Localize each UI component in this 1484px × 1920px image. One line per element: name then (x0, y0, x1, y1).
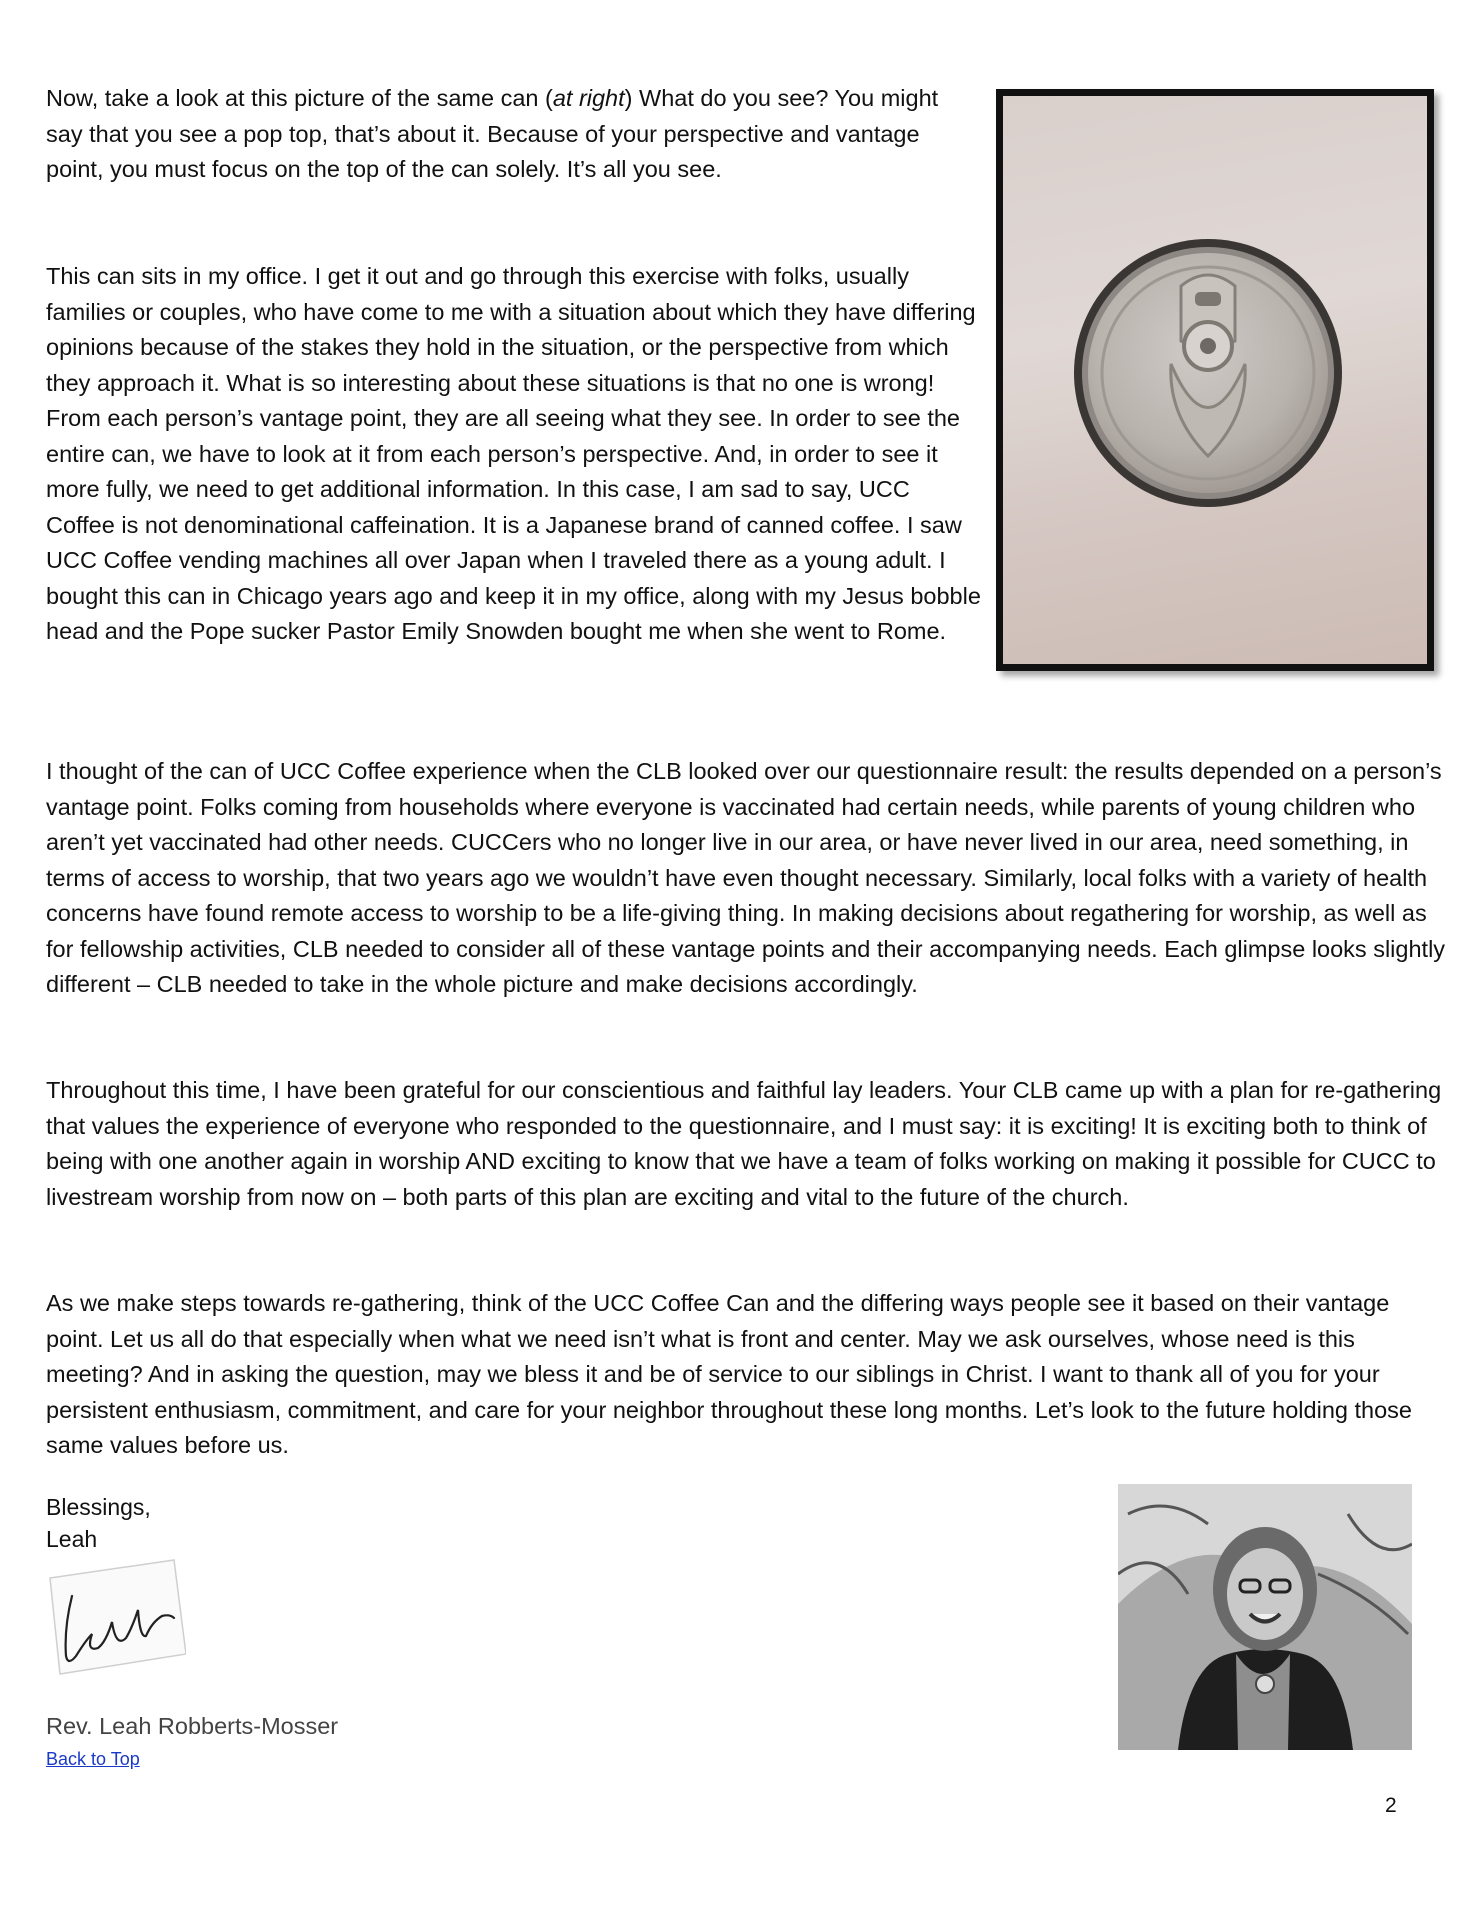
can-top-illustration (1003, 96, 1427, 664)
paragraph-lay-leaders: Throughout this time, I have been grateful for our conscientious and faithful lay leaders. Your CLB came up with a plan for re-gathering that values the experience of everyone who responded to the questionnaire, and I must say: it is exciting! It is exciting both to think of being with one another again in worship AND exciting to know that we have a team of folks working on making it possible for CUCC to livestream worship from now on – both parts of this plan are exciting and vital to the future of the church. (46, 1077, 1442, 1210)
page-number: 2 (1385, 1794, 1397, 1817)
paragraph-regathering: As we make steps towards re-gathering, think of the UCC Coffee Can and the differing ways people see it based on their vantage point. Let us all do that especially when what we need isn’t what is front and center. May we ask ourselves, whose need is this meeting? And in asking the question, may we bless it and be of service to our siblings in Christ. I want to thank all of you for your persistent enthusiasm, commitment, and care for your neighbor throughout these long months. Let’s look to the future holding those same values before us. (46, 1290, 1412, 1458)
closing-salutation: Blessings, (46, 1494, 151, 1520)
pastor-name: Rev. Leah Robberts-Mosser (46, 1713, 339, 1739)
intro-suffix: ) What do you see? You might say that you see a pop top, that’s about it. Because of your perspective and vantage point, you must focus on the top of the can solely. It’s all you see. (46, 85, 939, 182)
intro-italic: at right (552, 85, 625, 111)
back-to-top-link[interactable]: Back to Top (46, 1749, 140, 1769)
paragraph-questionnaire: I thought of the can of UCC Coffee experience when the CLB looked over our questionnaire result: the results depended on a person’s vantage point. Folks coming from households where everyone is vaccinated had certain needs, while parents of young children who aren’t yet vaccinated had other needs. CUCCers who no longer live in our area, or have never lived in our area, need something, in terms of access to worship, that two years ago we wouldn’t have even thought necessary. Similarly, local folks with a variety of health concerns have found remote access to worship to be a life-giving thing. In making decisions about regathering for worship, as well as for fellowship activities, CLB needed to consider all of these vantage points and their accompanying needs. Each glimpse looks slightly different – CLB needed to take in the whole picture and make decisions accordingly. (46, 758, 1446, 997)
closing-first-name: Leah (46, 1526, 98, 1552)
paragraph-can-office: This can sits in my office. I get it out and go through this exercise with folks, usually families or couples, who have come to me with a situation about which they have differing opinions because of the stakes they hold in the situation, or the perspective from which they approach it. What is so interesting about these situations is that no one is wrong! From each person’s vantage point, they are all seeing what they see. In order to see the entire can, we have to look at it from each person’s perspective. And, in order to see it more fully, we need to get additional information. In this case, I am sad to say, UCC Coffee is not denominational caffeination. It is a Japanese brand of canned coffee. I saw UCC Coffee vending machines all over Japan when I traveled there as a young adult. I bought this can in Chicago years ago and keep it in my office, along with my Jesus bobble head and the Pope sucker Pastor Emily Snowden bought me when she went to Rome. (46, 263, 981, 644)
pastor-portrait (1118, 1484, 1412, 1750)
can-photo (996, 89, 1434, 671)
intro-paragraph (46, 81, 981, 188)
handwritten-signature (46, 1558, 186, 1680)
portrait-illustration (1118, 1484, 1412, 1750)
intro-prefix: Now, take a look at this picture of the same can ( (46, 85, 553, 111)
